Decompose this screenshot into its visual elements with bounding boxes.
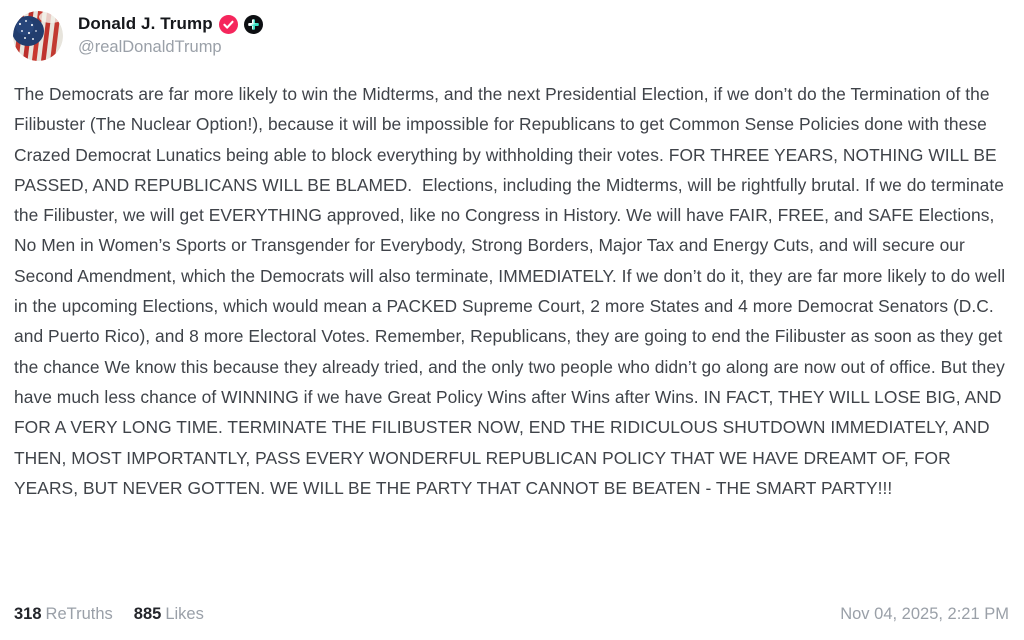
author-display-name[interactable]: Donald J. Trump [78, 14, 213, 33]
author-handle[interactable]: @realDonaldTrump [78, 38, 222, 56]
post-footer [14, 605, 1009, 624]
post-header [13, 11, 263, 61]
author-name-row [78, 14, 263, 34]
post-stats [14, 605, 204, 624]
truth-plus-badge-icon [244, 15, 263, 34]
avatar[interactable] [13, 11, 63, 61]
american-flag-avatar-image [13, 11, 63, 61]
post-body-text: The Democrats are far more likely to win the Midterms, and the next Presidential Election, if we don’t do the Termination of the Filibuster (The Nuclear Option!), because it will be impossible for Republicans to get Common Sense Policies done with these Crazed Democrat Lunatics being able to block everything by withholding their votes. FOR THREE YEARS, NOTHING WILL BE PASSED, AND REPUBLICANS WILL BE BLAMED. Elections, including the Midterms, will be rightfully brutal. If we do terminate the Filibuster, we will get EVERYTHING approved, like no Congress in History. We will have FAIR, FREE, and SAFE Elections, No Men in Women’s Sports or Transgender for Everybody, Strong Borders, Major Tax and Energy Cuts, and will secure our Second Amendment, which the Democrats will also terminate, IMMEDIATELY. If we don’t do it, they are far more likely to do well in the upcoming Elections, which would mean a PACKED Supreme Court, 2 more States and 4 more Democrat Senators (D.C. and Puerto Rico), and 8 more Electoral Votes. Remember, Republicans, they are going to end the Filibuster as soon as they get the chance We know this because they already tried, and the only two people who didn’t go along are now out of office. But they have much less chance of WINNING if we have Great Policy Wins after Wins after Wins. IN FACT, THEY WILL LOSE BIG, AND FOR A VERY LONG TIME. TERMINATE THE FILIBUSTER NOW, END THE RIDICULOUS SHUTDOWN IMMEDIATELY, AND THEN, MOST IMPORTANTLY, PASS EVERY WONDERFUL REPUBLICAN POLICY THAT WE HAVE DREAMT OF, FOR YEARS, BUT NEVER GOTTEN. WE WILL BE THE PARTY THAT CANNOT BE BEATEN - THE SMART PARTY!!! [14, 84, 1011, 498]
author-block [78, 11, 263, 57]
retruths-count: 318 [14, 605, 42, 623]
verified-badge-icon [219, 15, 238, 34]
likes-count: 885 [133, 605, 162, 623]
likes-stat[interactable] [134, 605, 204, 624]
post-timestamp[interactable]: Nov 04, 2025, 2:21 PM [840, 605, 1009, 623]
retruths-stat[interactable] [14, 605, 113, 624]
likes-label: Likes [165, 605, 204, 623]
retruths-label: ReTruths [45, 605, 113, 623]
